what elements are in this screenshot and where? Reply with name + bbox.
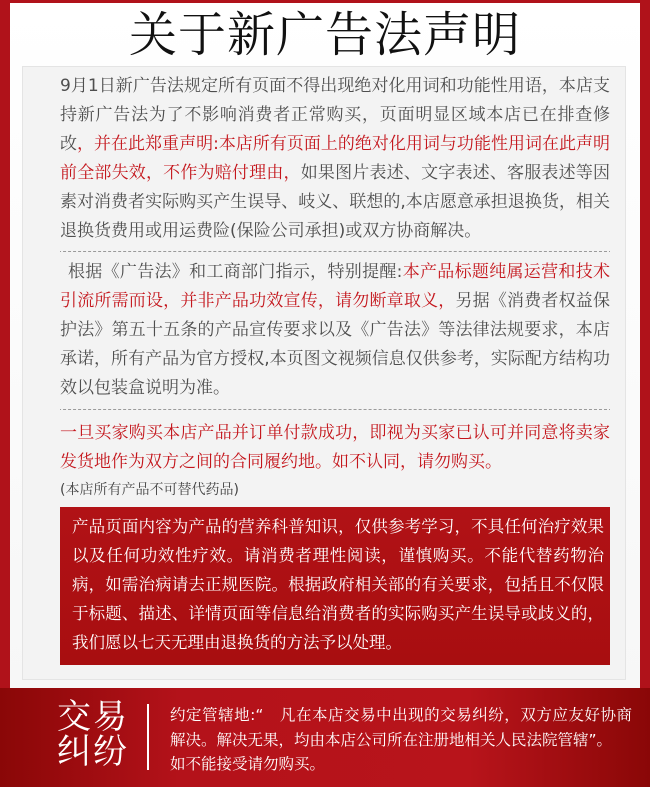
section-1-highlight: ，并在此郑重声明:本店所有页面上的绝对化用词与功能性用词在此声明前全部失效，不作为赔付理由，	[60, 134, 610, 183]
page-title: 关于新广告法声明	[128, 7, 521, 63]
section-1-text-a: 9月1日新广告法规定所有页面不得出现绝对化用词和功能性用语，本店支持新广告法为了不影响消费者正常购买，页面明显区域本店已在排查修改	[60, 76, 610, 154]
jurisdiction-text	[170, 703, 632, 777]
section-2-highlight: 本产品标题纯属运营和技术引流所需而设，并非产品功效宣传，请勿断章取义，	[60, 262, 610, 311]
jurisdiction-text-main: 约定管辖地:“ 凡在本店交易中出现的交易纠纷，双方应友好协商解决。解决无果，均由本店公司所在注册地相关人民法院管辖”。	[170, 706, 632, 749]
section-2-text-c: 另据《消费者权益保护法》第五十五条的产品宣传要求以及《广告法》等法律法规要求，本店承诺，所有产品为官方授权,本页图文视频信息仅供参考，实际配方结构功效以包装盒说明为准。	[60, 291, 610, 398]
dashed-divider-2	[60, 409, 610, 410]
section-2-text-a: 根据《广告法》和工商部门指示，特别提醒:	[68, 262, 403, 282]
dashed-divider-1	[60, 251, 610, 252]
statement-content	[60, 72, 610, 684]
statement-section-1	[60, 72, 610, 246]
jurisdiction-text-end: 如不能接受请勿购买。	[170, 755, 326, 773]
disclaimer-box: 产品页面内容为产品的营养科普知识，仅供参考学习，不具任何治疗效果以及任何功效性疗效。请消费者理性阅读，谨慎购买。不能代替药物治病，如需治病请去正规医院。根据政府相关部的有关要求，包括且不仅限于标题、描述、详情页面等信息给消费者的实际购买产生误导或歧义的，我们愿以七天无理由退换货的方法予以处理。	[60, 507, 610, 665]
dispute-label	[57, 697, 137, 772]
dispute-footer	[0, 688, 650, 787]
dispute-label-line-2: 纠纷	[57, 732, 129, 772]
footer-vertical-divider	[147, 704, 149, 770]
section-1-text-c: 如果图片表述、文字表述、客服表述等因素对消费者实际购买产生误导、岐义、联想的,本店愿意承担退换货，相关退换货费用或用运费险(保险公司承担)或双方协商解决。	[60, 163, 610, 241]
dispute-label-line-1: 交易	[57, 697, 129, 737]
not-medicine-note: (本店所有产品不可替代药品)	[60, 482, 239, 498]
statement-section-3: 一旦买家购买本店产品并订单付款成功，即视为买家已认可并同意将卖家发货地作为双方之间的合同履约地。如不认同，请勿购买。	[60, 423, 610, 472]
statement-section-2	[60, 258, 610, 403]
